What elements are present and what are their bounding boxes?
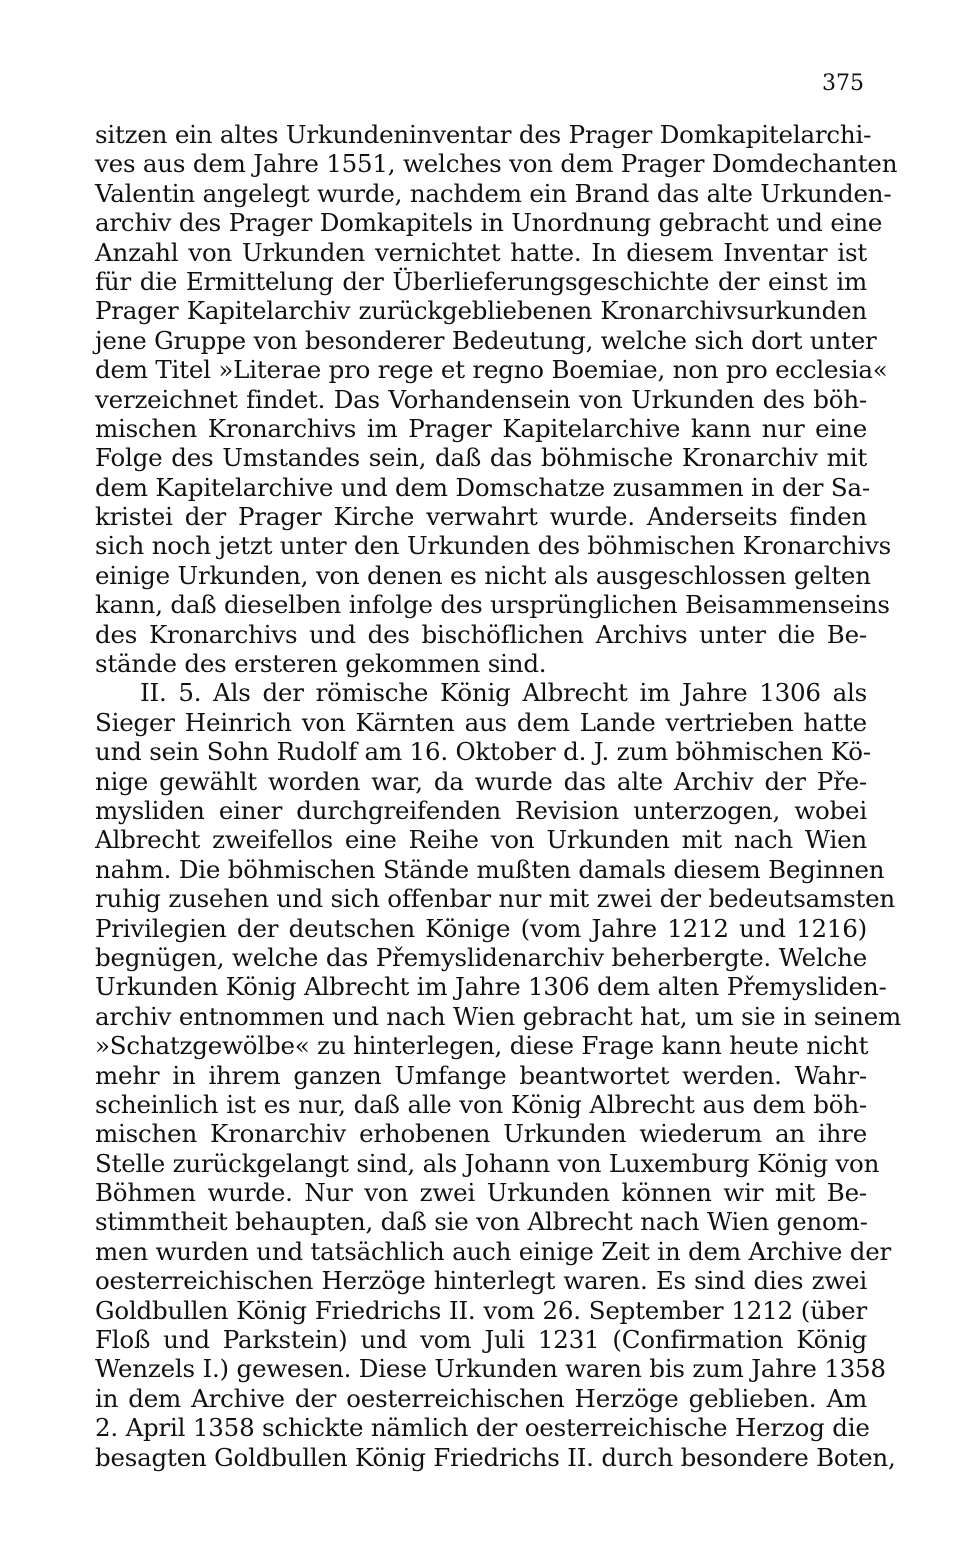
text-line: Urkunden König Albrecht im Jahre 1306 dem alten Přemysliden-: [95, 972, 887, 1002]
text-line: verzeichnet findet. Das Vorhandensein von Urkunden des böh-: [95, 384, 867, 414]
text-line: sich noch jetzt unter den Urkunden des böhmischen Kronarchivs: [95, 531, 892, 561]
page-number: 375: [822, 71, 864, 96]
text-line: mehr in ihrem ganzen Umfange beantwortet werden. Wahr-: [95, 1060, 867, 1090]
text-line: scheinlich ist es nur, daß alle von König Albrecht aus dem böh-: [95, 1089, 867, 1119]
text-line: Albrecht zweifellos eine Reihe von Urkunden mit nach Wien: [95, 825, 867, 855]
text-line: Privilegien der deutschen Könige (vom Jahre 1212 und 1216): [95, 913, 867, 943]
text-line: dem Kapitelarchive und dem Domschatze zusammen in der Sa-: [95, 472, 870, 502]
text-line: ves aus dem Jahre 1551, welches von dem Prager Domdechanten: [95, 149, 898, 179]
text-line: begnügen, welche das Přemyslidenarchiv beherbergte. Welche: [95, 942, 867, 972]
text-line: stimmtheit behaupten, daß sie von Albrecht nach Wien genom-: [95, 1207, 868, 1237]
paragraph: [95, 120, 898, 679]
text-line: des Kronarchivs und des bischöflichen Archivs unter die Be-: [95, 619, 867, 649]
text-line: Böhmen wurde. Nur von zwei Urkunden können wir mit Be-: [95, 1178, 867, 1208]
text-line: II. 5. Als der römische König Albrecht im Jahre 1306 als: [140, 678, 867, 708]
text-line: 2. April 1358 schickte nämlich der oesterreichische Herzog die: [95, 1413, 870, 1443]
text-line: sitzen ein altes Urkundeninventar des Prager Domkapitelarchi-: [95, 120, 872, 149]
text-line: Valentin angelegt wurde, nachdem ein Brand das alte Urkunden-: [95, 178, 892, 208]
text-line: Goldbullen König Friedrichs II. vom 26. September 1212 (über: [95, 1295, 867, 1325]
text-line: Floß und Parkstein) und vom Juli 1231 (Confirmation König: [95, 1325, 867, 1355]
text-line: für die Ermittelung der Überlieferungsgeschichte der einst im: [95, 266, 867, 296]
paragraph: [95, 678, 902, 1472]
text-line: Folge des Umstandes sein, daß das böhmische Kronarchiv mit: [95, 443, 867, 473]
text-line: jene Gruppe von besonderer Bedeutung, welche sich dort unter: [95, 325, 877, 355]
text-line: einige Urkunden, von denen es nicht als ausgeschlossen gelten: [95, 560, 871, 590]
text-line: Stelle zurückgelangt sind, als Johann von Luxemburg König von: [95, 1148, 880, 1178]
text-line: in dem Archive der oesterreichischen Herzöge geblieben. Am: [95, 1383, 867, 1413]
text-line: Anzahl von Urkunden vernichtet hatte. In diesem Inventar ist: [95, 237, 867, 267]
text-line: »Schatzgewölbe« zu hinterlegen, diese Frage kann heute nicht: [95, 1031, 869, 1061]
text-line: mischen Kronarchivs im Prager Kapitelarchive kann nur eine: [95, 413, 867, 443]
text-line: stände des ersteren gekommen sind.: [95, 649, 547, 679]
text-line: mischen Kronarchiv erhobenen Urkunden wiederum an ihre: [95, 1119, 867, 1149]
text-line: kann, daß dieselben infolge des ursprünglichen Beisammenseins: [95, 590, 890, 620]
text-line: dem Titel »Literae pro rege et regno Boemiae, non pro ecclesia«: [95, 355, 888, 385]
text-line: archiv des Prager Domkapitels in Unordnung gebracht und eine: [95, 208, 883, 238]
text-line: men wurden und tatsächlich auch einige Zeit in dem Archive der: [95, 1236, 892, 1266]
text-line: Wenzels I.) gewesen. Diese Urkunden waren bis zum Jahre 1358: [95, 1354, 886, 1384]
text-line: archiv entnommen und nach Wien gebracht hat, um sie in seinem: [95, 1001, 902, 1031]
text-line: nige gewählt worden war, da wurde das alte Archiv der Pře-: [95, 766, 867, 796]
text-line: kristei der Prager Kirche verwahrt wurde. Anderseits finden: [95, 502, 867, 532]
text-line: Prager Kapitelarchiv zurückgebliebenen Kronarchivsurkunden: [95, 296, 867, 326]
text-line: Sieger Heinrich von Kärnten aus dem Lande vertrieben hatte: [95, 707, 867, 737]
text-line: nahm. Die böhmischen Stände mußten damals diesem Beginnen: [95, 854, 885, 884]
text-line: mysliden einer durchgreifenden Revision unterzogen, wobei: [95, 795, 867, 825]
text-line: besagten Goldbullen König Friedrichs II. durch besondere Boten,: [95, 1442, 896, 1472]
text-line: oesterreichischen Herzöge hinterlegt waren. Es sind dies zwei: [95, 1266, 867, 1296]
text-line: und sein Sohn Rudolf am 16. Oktober d. J. zum böhmischen Kö-: [95, 737, 871, 767]
text-line: ruhig zusehen und sich offenbar nur mit zwei der bedeutsamsten: [95, 884, 896, 914]
body-text: [95, 120, 902, 1472]
